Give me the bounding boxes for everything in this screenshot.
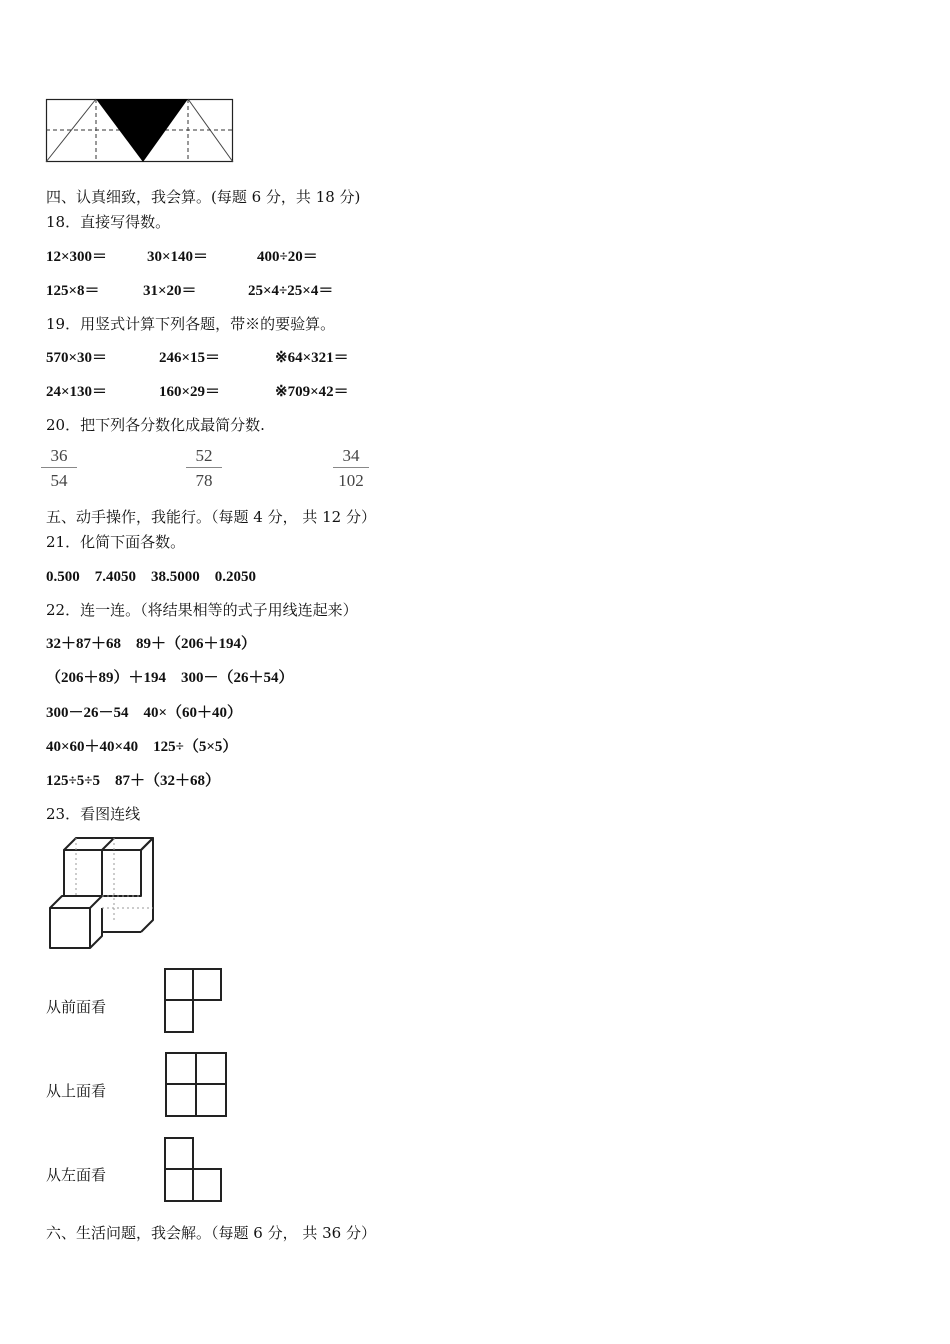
fraction-denominator: 78 — [195, 471, 213, 490]
view-label-left: 从左面看 — [46, 1166, 107, 1184]
q21-numbers: 0.500 7.4050 38.5000 0.2050 — [46, 569, 257, 585]
view-label-front: 从前面看 — [46, 998, 107, 1016]
view-label-top: 从上面看 — [46, 1082, 107, 1100]
q19-item: 160×29＝ — [159, 384, 221, 400]
fraction-bar — [333, 467, 369, 468]
top-view-figure — [164, 1052, 228, 1118]
q18-item: 125×8＝ — [46, 283, 100, 299]
q23-title: 23．看图连线 — [46, 805, 141, 823]
q19-title: 19．用竖式计算下列各题，带※的要验算。 — [46, 315, 336, 333]
q19-item: 570×30＝ — [46, 350, 108, 366]
fraction — [41, 446, 77, 491]
section5-title: 五、动手操作，我能行。（每题 4 分， 共 12 分） — [46, 508, 376, 526]
q22-row: （206＋89）＋194 300－（26＋54） — [46, 670, 294, 686]
cube-stack-figure — [46, 836, 156, 951]
q21-title: 21．化简下面各数。 — [46, 533, 186, 551]
q18-item: 30×140＝ — [147, 249, 209, 265]
fraction-denominator: 54 — [50, 471, 68, 490]
q19-item: ※64×321＝ — [275, 350, 349, 366]
q20-title: 20．把下列各分数化成最简分数. — [46, 416, 265, 434]
left-view-figure — [164, 1137, 224, 1203]
triangle-figure — [46, 99, 234, 163]
fraction-bar — [186, 467, 222, 468]
q19-item: 246×15＝ — [159, 350, 221, 366]
q22-row: 40×60＋40×40 125÷（5×5） — [46, 739, 238, 755]
q18-title: 18．直接写得数。 — [46, 213, 171, 231]
section6-title: 六、生活问题，我会解。（每题 6 分， 共 36 分） — [46, 1224, 376, 1242]
fraction-numerator: 52 — [195, 446, 213, 465]
fraction-numerator: 36 — [50, 446, 68, 465]
section4-title: 四、认真细致，我会算。(每题 6 分，共 18 分) — [46, 188, 361, 206]
q18-item: 25×4÷25×4＝ — [248, 283, 334, 299]
fraction — [333, 446, 369, 491]
q22-title: 22．连一连。（将结果相等的式子用线连起来） — [46, 601, 358, 619]
q18-item: 400÷20＝ — [257, 249, 318, 265]
q18-item: 31×20＝ — [143, 283, 197, 299]
front-view-figure — [164, 968, 224, 1034]
fraction — [186, 446, 222, 491]
q18-item: 12×300＝ — [46, 249, 108, 265]
q22-row: 32＋87＋68 89＋（206＋194） — [46, 636, 257, 652]
q19-item: 24×130＝ — [46, 384, 108, 400]
fraction-numerator: 34 — [342, 446, 360, 465]
q22-row: 300－26－54 40×（60＋40） — [46, 705, 243, 721]
q19-item: ※709×42＝ — [275, 384, 349, 400]
fraction-denominator: 102 — [338, 471, 364, 490]
q22-row: 125÷5÷5 87＋（32＋68） — [46, 773, 220, 789]
fraction-bar — [41, 467, 77, 468]
